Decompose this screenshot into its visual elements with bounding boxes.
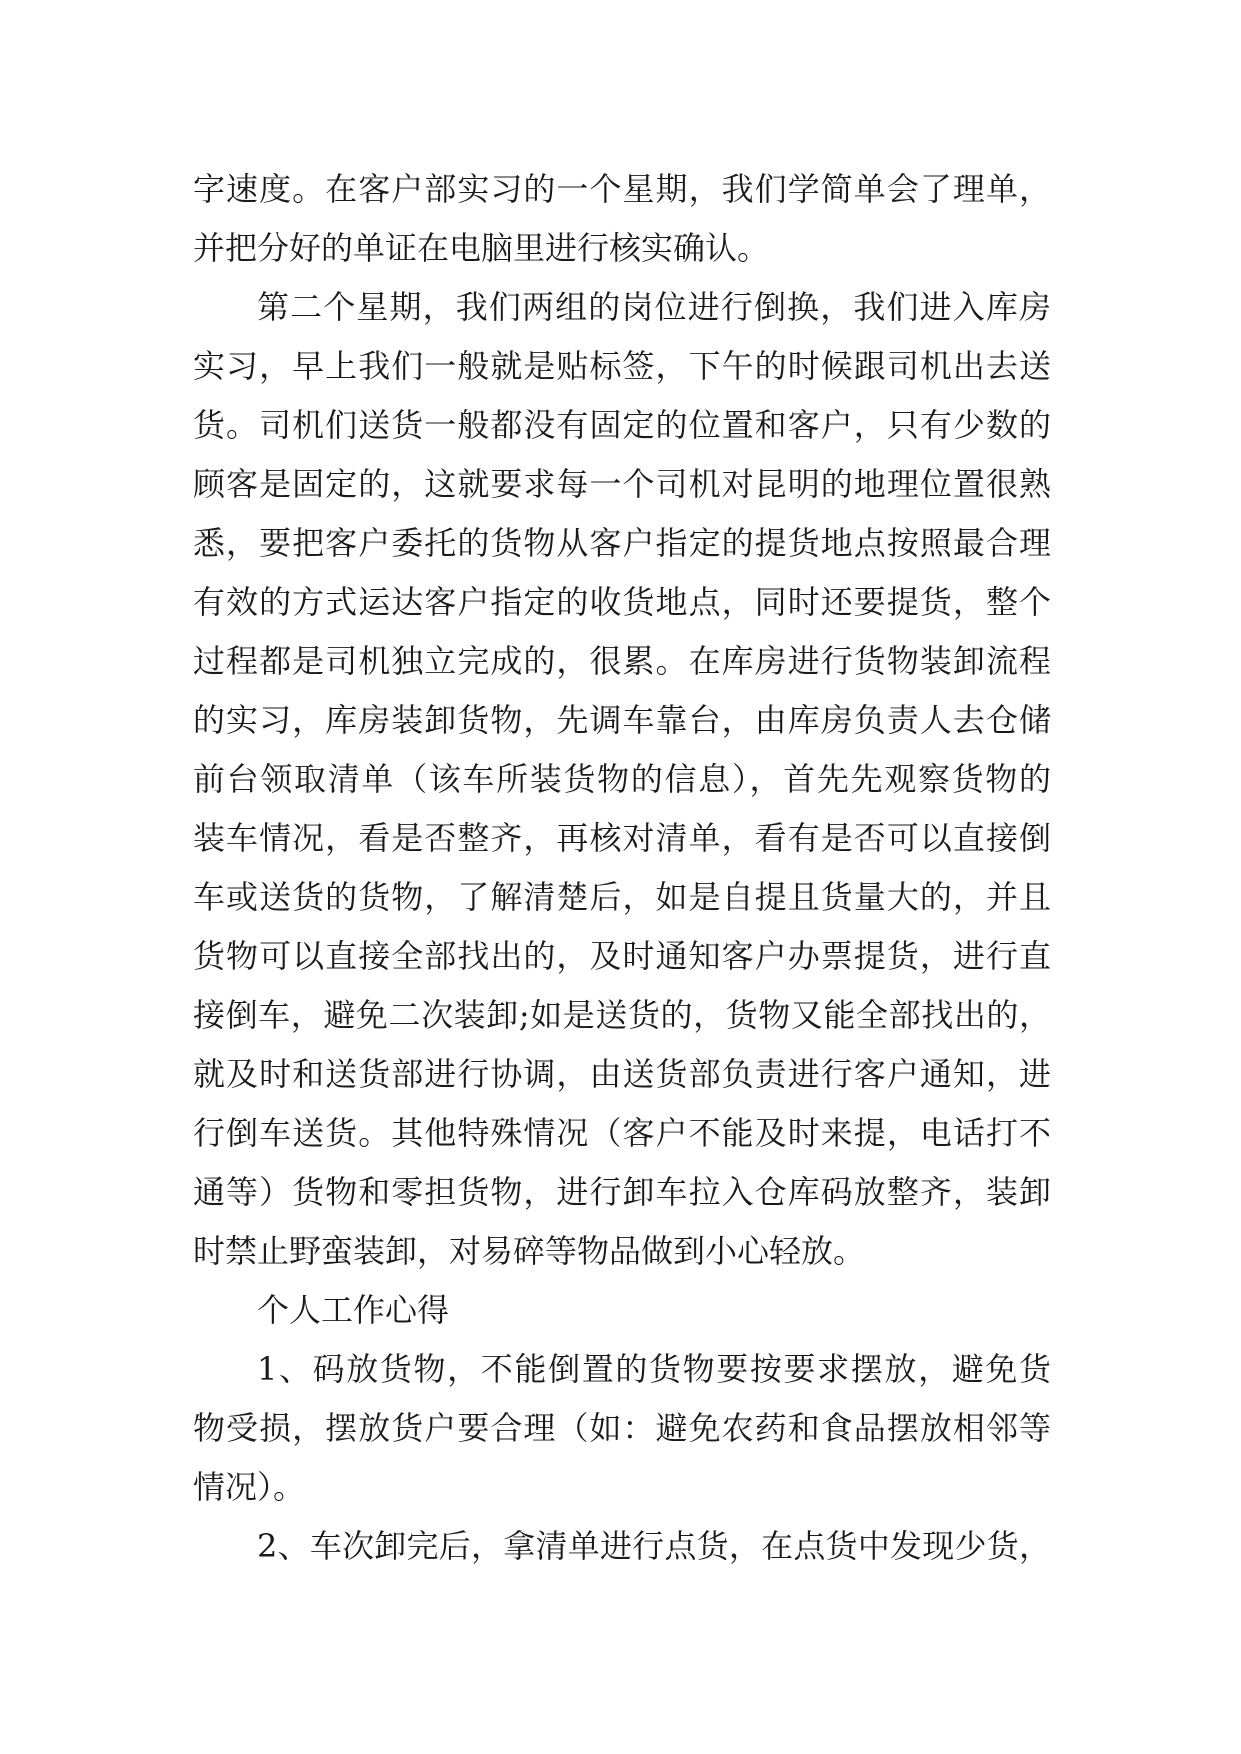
text-line: 情况）。	[193, 1468, 306, 1506]
text-line: 实习，早上我们一般就是贴标签，下午的时候跟司机出去送	[193, 347, 1051, 385]
text-line: 第二个星期，我们两组的岗位进行倒换，我们进入库房	[257, 288, 1051, 326]
text-line: 时禁止野蛮装卸，对易碎等物品做到小心轻放。	[193, 1232, 866, 1270]
paragraph	[193, 1517, 1051, 1576]
section-heading	[193, 1281, 1051, 1340]
text-line: 行倒车送货。其他特殊情况（客户不能及时来提，电话打不	[193, 1114, 1051, 1152]
document-body	[193, 160, 1051, 1576]
paragraph	[193, 1340, 1051, 1517]
text-line: 1、码放货物，不能倒置的货物要按要求摆放，避免货	[257, 1350, 1051, 1388]
text-line: 并把分好的单证在电脑里进行核实确认。	[193, 229, 770, 267]
text-line: 有效的方式运达客户指定的收货地点，同时还要提货，整个	[193, 583, 1051, 621]
text-line: 前台领取清单（该车所装货物的信息），首先先观察货物的	[193, 760, 1051, 798]
text-line: 货物可以直接全部找出的，及时通知客户办票提货，进行直	[193, 937, 1051, 975]
paragraph	[193, 278, 1051, 1281]
text-line: 个人工作心得	[257, 1291, 450, 1329]
text-line: 2、车次卸完后，拿清单进行点货，在点货中发现少货，	[257, 1527, 1051, 1565]
text-line: 接倒车，避免二次装卸;如是送货的，货物又能全部找出的，	[193, 996, 1051, 1034]
text-line: 悉，要把客户委托的货物从客户指定的提货地点按照最合理	[193, 524, 1051, 562]
text-line: 的实习，库房装卸货物，先调车靠台，由库房负责人去仓储	[193, 701, 1051, 739]
text-line: 车或送货的货物，了解清楚后，如是自提且货量大的，并且	[193, 878, 1051, 916]
text-line: 字速度。在客户部实习的一个星期，我们学简单会了理单，	[193, 170, 1051, 208]
text-line: 就及时和送货部进行协调，由送货部负责进行客户通知，进	[193, 1055, 1051, 1093]
paragraph	[193, 160, 1051, 278]
text-line: 物受损，摆放货户要合理（如：避免农药和食品摆放相邻等	[193, 1409, 1051, 1447]
text-line: 顾客是固定的，这就要求每一个司机对昆明的地理位置很熟	[193, 465, 1051, 503]
text-line: 通等）货物和零担货物，进行卸车拉入仓库码放整齐，装卸	[193, 1173, 1051, 1211]
text-line: 装车情况，看是否整齐，再核对清单，看有是否可以直接倒	[193, 819, 1051, 857]
text-line: 货。司机们送货一般都没有固定的位置和客户，只有少数的	[193, 406, 1051, 444]
text-line: 过程都是司机独立完成的，很累。在库房进行货物装卸流程	[193, 642, 1051, 680]
